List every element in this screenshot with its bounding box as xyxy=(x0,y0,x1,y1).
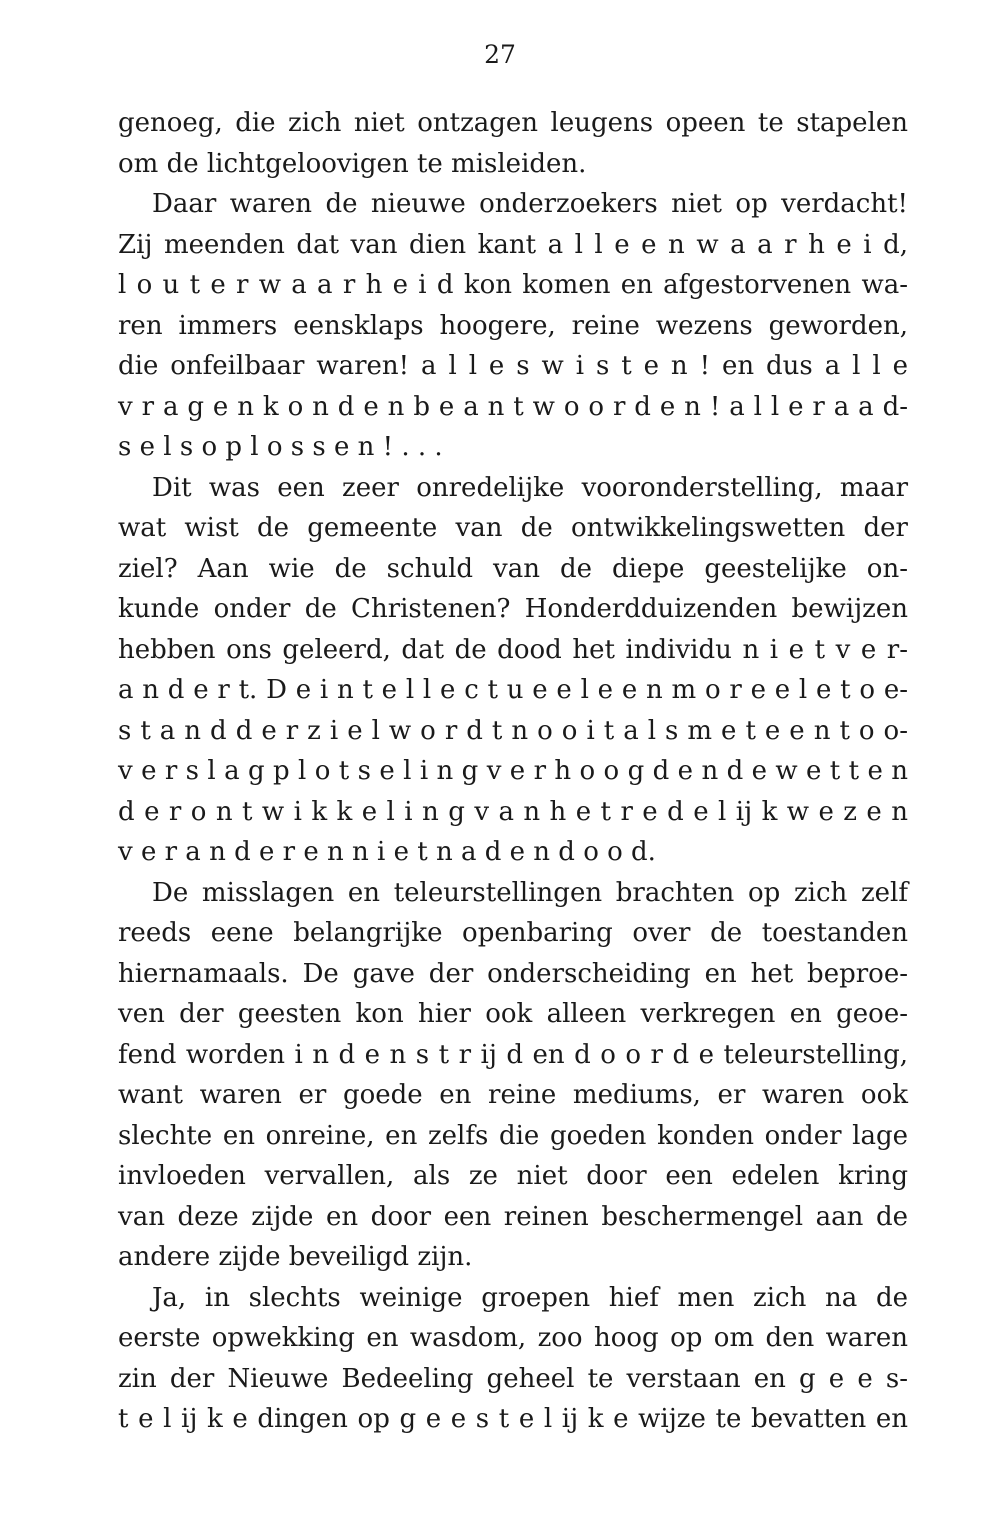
text-line: l o u t e r w a a r h e i d kon komen en afgestorvenen wa- xyxy=(118,270,908,300)
text-line: v e r a n d e r e n n i e t n a d e n d o o d. xyxy=(118,837,656,867)
page-number: 27 xyxy=(484,40,516,69)
text-line: Dit was een zeer onredelijke vooronderstelling, maar xyxy=(152,472,908,503)
text-line: fend worden i n d e n s t r ij d en d o o r d e teleurstelling, xyxy=(118,1039,908,1070)
text-line: Ja, in slechts weinige groepen hief men zich na de xyxy=(152,1282,908,1313)
text-line: slechte en onreine, en zelfs die goeden konden onder lage xyxy=(118,1120,908,1151)
text-line: om de lichtgeloovigen te misleiden. xyxy=(118,148,587,179)
body-text xyxy=(118,103,908,1440)
text-line: eerste opwekking en wasdom, zoo hoog op om den waren xyxy=(118,1323,908,1353)
text-line: ren immers eensklaps hoogere, reine wezens geworden, xyxy=(118,310,908,341)
text-line: s e l s o p l o s s e n ! . . . xyxy=(118,432,443,462)
text-line: van deze zijde en door een reinen beschermengel aan de xyxy=(118,1201,908,1232)
text-line: kunde onder de Christenen? Honderdduizenden bewijzen xyxy=(118,594,908,624)
text-line: wat wist de gemeente van de ontwikkelingswetten der xyxy=(118,513,908,543)
text-line: die onfeilbaar waren! a l l e s w i s t e n ! en dus a l l e xyxy=(118,351,908,381)
text-line: Zij meenden dat van dien kant a l l e e n w a a r h e i d, xyxy=(118,229,908,260)
text-line: s t a n d d e r z i e l w o r d t n o o i t a l s m e t e e n t o o- xyxy=(118,715,908,746)
text-line: v e r s l a g p l o t s e l i n g v e r h o o g d e n d e w e t t e n xyxy=(118,756,908,786)
text-line: hiernamaals. De gave der onderscheiding en het beproe- xyxy=(118,958,908,989)
text-line: a n d e r t. D e i n t e l l e c t u e e l e e n m o r e e l e t o e- xyxy=(118,675,908,705)
text-line: andere zijde beveiligd zijn. xyxy=(118,1242,473,1272)
text-line: invloeden vervallen, als ze niet door een edelen kring xyxy=(118,1161,908,1191)
text-line: hebben ons geleerd, dat de dood het individu n i e t v e r- xyxy=(118,634,908,665)
text-line: Daar waren de nieuwe onderzoekers niet op verdacht! xyxy=(152,189,908,219)
text-line: v r a g e n k o n d e n b e a n t w o o r d e n ! a l l e r a a d- xyxy=(118,391,908,422)
text-line: ven der geesten kon hier ook alleen verkregen en geoe- xyxy=(118,999,908,1029)
text-line: genoeg, die zich niet ontzagen leugens opeen te stapelen xyxy=(118,108,908,138)
text-line: t e l ij k e dingen op g e e s t e l ij k e wijze te bevatten en xyxy=(118,1404,908,1434)
text-line: De misslagen en teleurstellingen brachten op zich zelf xyxy=(152,877,908,908)
text-line: d e r o n t w i k k e l i n g v a n h e t r e d e l ij k w e z e n xyxy=(118,796,908,827)
text-line: zin der Nieuwe Bedeeling geheel te verstaan en g e e s- xyxy=(118,1363,908,1394)
text-line: reeds eene belangrijke openbaring over de toestanden xyxy=(118,918,908,948)
text-line: want waren er goede en reine mediums, er waren ook xyxy=(118,1080,908,1110)
text-line: ziel? Aan wie de schuld van de diepe geestelijke on- xyxy=(118,553,908,584)
